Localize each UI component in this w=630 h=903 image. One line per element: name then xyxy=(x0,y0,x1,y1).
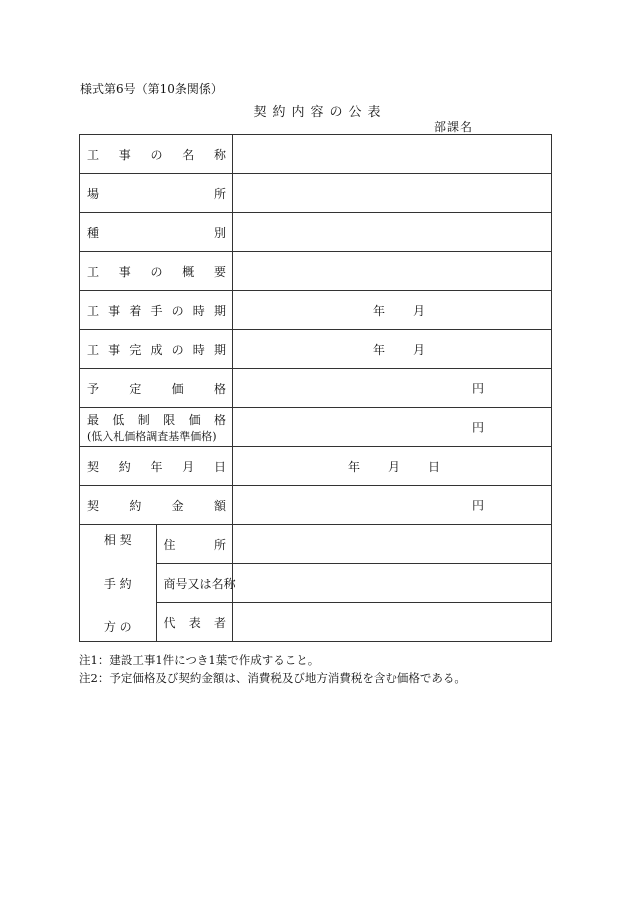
label-char: 月 xyxy=(182,459,195,474)
label-char: 商 xyxy=(163,576,176,591)
label-char: 最 xyxy=(87,412,100,427)
value-work-summary[interactable] xyxy=(233,252,552,291)
label-char: 称 xyxy=(223,576,236,591)
label-char: 工 xyxy=(87,342,100,357)
year-unit: 年 xyxy=(347,459,360,474)
label-char: 契 xyxy=(87,498,100,513)
label-char: 者 xyxy=(213,615,226,630)
month-unit: 月 xyxy=(413,303,426,318)
label-char: 完 xyxy=(129,342,142,357)
row-category xyxy=(80,213,552,252)
value-category[interactable] xyxy=(233,213,552,252)
label-char: 約 xyxy=(118,459,131,474)
label-char: 低 xyxy=(112,412,125,427)
value-min-limit-price[interactable] xyxy=(233,408,552,447)
label-char: 着 xyxy=(129,303,142,318)
label-min-limit-price xyxy=(80,408,233,447)
label-char: 又 xyxy=(187,576,200,591)
label-char: 代 xyxy=(163,615,176,630)
note-2: 注2：予定価格及び契約金額は、消費税及び地方消費税を含む価格である。 xyxy=(79,671,466,685)
label-char: 表 xyxy=(188,615,201,630)
label-party-trade-name xyxy=(156,564,236,603)
label-char: 約 xyxy=(129,498,142,513)
label-char: 成 xyxy=(150,342,163,357)
label-char: 契 xyxy=(87,459,100,474)
label-char: 工 xyxy=(87,147,100,162)
label-char: 事 xyxy=(108,303,121,318)
row-completion-period xyxy=(80,330,552,369)
label-char: 手 xyxy=(150,303,163,318)
label-char: 名 xyxy=(182,147,195,162)
value-party-trade-name[interactable] xyxy=(233,564,552,603)
row-party-address xyxy=(80,525,552,564)
label-planned-price xyxy=(80,369,233,408)
notes xyxy=(79,651,466,687)
label-char: の xyxy=(171,342,184,357)
label-category xyxy=(80,213,233,252)
label-char: 事 xyxy=(118,147,131,162)
label-char: 期 xyxy=(213,342,226,357)
label-start-period xyxy=(80,291,233,330)
label-char: 工 xyxy=(87,264,100,279)
label-char: 予 xyxy=(87,381,100,396)
row-contract-date xyxy=(80,447,552,486)
label-char: 事 xyxy=(108,342,121,357)
label-party-representative xyxy=(156,603,233,642)
value-work-name[interactable] xyxy=(233,135,552,174)
label-char: 定 xyxy=(129,381,142,396)
label-char: 種 xyxy=(87,225,100,240)
party-head-top: 相 契 xyxy=(103,533,132,547)
party-head-bot: 方 の xyxy=(103,620,132,634)
month-unit: 月 xyxy=(413,342,426,357)
label-char: 工 xyxy=(87,303,100,318)
label-char: 別 xyxy=(213,225,226,240)
label-work-name xyxy=(80,135,233,174)
month-unit: 月 xyxy=(387,459,400,474)
value-start-period[interactable] xyxy=(233,291,552,330)
label-char: 期 xyxy=(213,303,226,318)
value-contract-date[interactable] xyxy=(233,447,552,486)
row-min-limit-price xyxy=(80,408,552,447)
value-completion-period[interactable] xyxy=(233,330,552,369)
row-contract-amount xyxy=(80,486,552,525)
row-work-name xyxy=(80,135,552,174)
value-party-representative[interactable] xyxy=(233,603,552,642)
contract-disclosure-table xyxy=(79,134,552,642)
label-char: 金 xyxy=(171,498,184,513)
label-char: 名 xyxy=(211,576,224,591)
label-char: 価 xyxy=(188,412,201,427)
label-char: 場 xyxy=(87,186,100,201)
label-char: 制 xyxy=(137,412,150,427)
department-label: 部課名 xyxy=(434,120,474,134)
page-title: 契約内容の公表 xyxy=(253,105,387,120)
label-location xyxy=(80,174,233,213)
label-char: 額 xyxy=(213,498,226,513)
label-char: の xyxy=(150,264,163,279)
label-char: 要 xyxy=(213,264,226,279)
value-contract-amount[interactable] xyxy=(233,486,552,525)
row-location xyxy=(80,174,552,213)
label-char: の xyxy=(150,147,163,162)
label-char: 時 xyxy=(192,303,205,318)
label-char: の xyxy=(171,303,184,318)
label-char: 所 xyxy=(213,186,226,201)
label-contract-amount xyxy=(80,486,233,525)
value-planned-price[interactable] xyxy=(233,369,552,408)
yen-unit: 円 xyxy=(471,381,484,396)
label-char: 格 xyxy=(213,412,226,427)
row-start-period xyxy=(80,291,552,330)
value-party-address[interactable] xyxy=(233,525,552,564)
label-char: は xyxy=(199,576,212,591)
label-char: 概 xyxy=(182,264,195,279)
label-char: 時 xyxy=(192,342,205,357)
party-head-mid: 手 約 xyxy=(103,576,132,591)
year-unit: 年 xyxy=(372,303,385,318)
label-char: 年 xyxy=(150,459,163,474)
label-char: 格 xyxy=(213,381,226,396)
label-char: 号 xyxy=(175,576,188,591)
label-char: 日 xyxy=(213,459,226,474)
note-1: 注1：建設工事1件につき1葉で作成すること。 xyxy=(79,653,320,667)
day-unit: 日 xyxy=(428,459,441,474)
label-completion-period xyxy=(80,330,233,369)
label-char: 限 xyxy=(163,412,176,427)
label-char: 称 xyxy=(213,147,226,162)
label-char: 事 xyxy=(118,264,131,279)
label-contract-date xyxy=(80,447,233,486)
row-planned-price xyxy=(80,369,552,408)
label-char: 価 xyxy=(171,381,184,396)
value-location[interactable] xyxy=(233,174,552,213)
label-contract-party xyxy=(80,525,157,642)
yen-unit: 円 xyxy=(471,498,484,513)
label-min-limit-price-sub: (低入札価格調査基準価格) xyxy=(87,429,217,443)
row-work-summary xyxy=(80,252,552,291)
label-char: 所 xyxy=(213,537,226,552)
yen-unit: 円 xyxy=(471,420,484,435)
year-unit: 年 xyxy=(372,342,385,357)
label-char: 住 xyxy=(163,537,176,552)
label-work-summary xyxy=(80,252,233,291)
label-party-address xyxy=(156,525,233,564)
form-number: 様式第6号（第10条関係） xyxy=(80,82,223,96)
